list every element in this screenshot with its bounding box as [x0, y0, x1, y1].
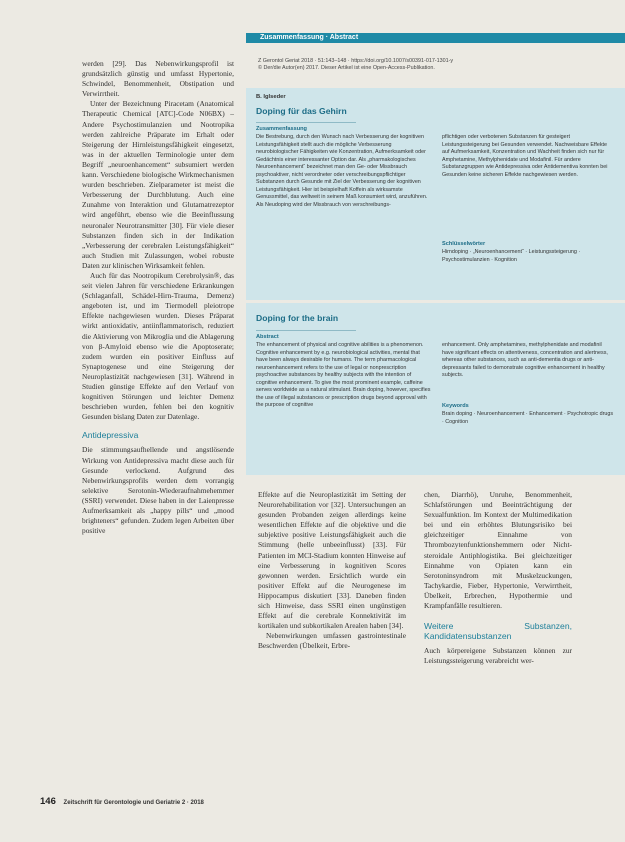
- journal-name: Zeitschrift für Gerontologie und Geriatrie 2 · 2018: [63, 800, 204, 806]
- english-keywords-label: Keywords: [442, 403, 469, 409]
- page-footer: [40, 796, 204, 807]
- left-paragraph-1: werden [29]. Das Nebenwirkungsprofil ist grundsätzlich günstig und umfasst Hypertonie, Schwindel, Benommenheit, Obstipation und Verwirrtheit.: [82, 59, 234, 99]
- middle-column: [258, 490, 406, 652]
- english-abstract-left: The enhancement of physical and cognitive abilities is a phenomenon. Cognitive enhancement by e.g. neurobiological activities, mental that have been always desirable for humans. The term pharmacological neuroenhancement refers to the use of legal or nonprescription psychoactive substances by healthy subjects with the intention of cognitive enhancement. To give the most prominent example, caffeine serves worldwide as a natural stimulant. Brain doping, however, specifies the use of illegal substances or prescription drugs beyond approval with the purpose of cognitive: [256, 342, 431, 408]
- author-name: B. Iglseder: [256, 94, 286, 100]
- german-abstract-box: [246, 88, 625, 300]
- section-heading-weitere: Weitere Substanzen, Kandidatensubstanzen: [424, 621, 572, 642]
- middle-paragraph-2: Nebenwirkungen umfassen gastrointestinale Beschwerden (Übelkeit, Erbre-: [258, 631, 406, 651]
- section-heading-antidepressiva: Antidepressiva: [82, 430, 139, 441]
- middle-paragraph: Effekte auf die Neuroplastizität im Setting der Neurorehabilitation vor [32]. Untersuchungen an gesunden Probanden zeigen allerdings keine wesentlichen Effekte auf die objektive und die subjektive positive Leistungsfähigkeit auch die Stimmung (helle unbeeinflusst) [33]. Für Patienten im MCI-Stadium konnten Hinweise auf eine Verbesserung in kognitiven Scores gewonnen werden. Ersichtlich wurde ein positiver Effekt auf die Neurogenese im Hippocampus diskutiert [33]. Daneben finden sich Hinweise, dass SSRI einen ungünstigen Effekt auf die cerebrale Konnektivität im kortikalen und subkortikalen Arealen haben [34].: [258, 490, 406, 631]
- german-abstract-label: Zusammenfassung: [256, 126, 307, 132]
- right-column: [424, 490, 572, 667]
- english-divider: [256, 330, 356, 331]
- german-title: Doping für das Gehirn: [256, 106, 347, 116]
- english-abstract-right: enhancement. Only amphetamines, methylphenidate and modafinil have significant effects on attentiveness, concentration and alertness, whereas other substances, such as anti-dementia drugs or anti-depressants failed to demonstrate cognitive enhancement in healthy subjects.: [442, 342, 608, 378]
- german-divider: [256, 122, 356, 123]
- right-section-paragraph: Auch körpereigene Substanzen können zur Leistungssteigerung verabreicht wer-: [424, 646, 572, 666]
- citation: Z Gerontol Geriat 2018 · 51:143–148 · https://doi.org/10.1007/s00391-017-1301-y © Der/die Autor(en) 2017. Dieser Artikel ist eine Open-Access-Publikation.: [258, 58, 454, 71]
- english-keywords: Brain doping · Neuroenhancement · Enhancement · Psychotropic drugs · Cognition: [442, 411, 614, 425]
- left-paragraph-3: Auch für das Nootropikum Cerebrolysin®, das seit vielen Jahren für verschiedene Erkrankungen (Schlaganfall, Schädel-Hirn-Trauma, Demenz) angeboten ist, und im Tiermodell pleiotrope Effekte nachgewiesen wurden. Dieses Präparat wirkt antioxidativ, antiinflammatorisch, reduziert die Aktivierung von Mikroglia und die Ablagerung von β-Amyloid ebenso wie die Apoptoserate; zudem wurden ein positiver Einfluss auf Synaptogenese und eine Steigerung der Neuroplastizität nachgewiesen [31]. Während in Studien günstige Effekte auf den Verlauf von kognitiven Störungen und leichter Demenz beschrieben wurden, fehlen bei den kognitiv Gesunden bislang Daten zur Datenlage.: [82, 270, 234, 422]
- german-abstract-left: Die Bestrebung, durch den Wunsch nach Verbesserung der kognitiven Leistungsfähigkeit stellt auch die mögliche Verbesserung neurobiologischer Fähigkeiten wie Konzentration, Aufmerksamkeit oder Gedächtnis einer interessanter Option dar. Als „pharmakologisches Neuroenhancement“ bezeichnet man den Ge- oder Missbrauch psychoaktiver, nicht verordneter oder verschreibungspflichtiger Substanzen durch Gesunde mit Ziel der Verbesserung der kognitiven Leistungsfähigkeit. Hier ist beispielhaft Koffein als wirksamste Genussmittel, das weltweit in seinem Maß konsumiert wird, anzuführen. Als Neudoping wird der Missbrauch von verschreibungs-: [256, 134, 428, 208]
- abstract-banner: Zusammenfassung · Abstract: [246, 33, 625, 43]
- left-section-paragraph: Die stimmungsaufhellende und angstlösende Wirkung von Antidepressiva macht diese auch für Gesunde verlockend. Aufgrund des Nebenwirkungsprofils werden dem vorrangig selektive Serotonin-Wiederaufnahmehemmer (SSRI) verwendet. Diese haben in der Laienpresse Aufmerksamkeit als „happy pills“ und „mood brighteners“ gefunden. Zudem legen Arbeiten über positive: [82, 445, 234, 536]
- english-abstract-label: Abstract: [256, 334, 279, 340]
- german-keywords-label: Schlüsselwörter: [442, 241, 486, 247]
- english-title: Doping for the brain: [256, 313, 339, 323]
- left-paragraph-2: Unter der Bezeichnung Piracetam (Anatomical Therapeutic Chemical [ATC]-Code N06BX) – Andere Psychostimulanzien und Nootropika werden zahlreiche Präparate im Erhalt oder Steigerung der Hirnleistungsfähigkeit eingesetzt, was in der aktuellen Terminologie unter dem Begriff „neuroenhancement“ subsumiert werden kann. Verschiedene biologische Wirkmechanismen wurden beschrieben. Zielparameter ist meist die Verbesserung der Durchblutung. Auch eine Zunahme von Interaktion und Glutamatrezeptor wird angeführt, ebenso wie die Beeinflussung neuronaler Neurotransmitter [30]. Für viele dieser Substanzen finden sich in der Indikation „Verbesserung der cerebralen Leistungsfähigkeit“ auch Studien mit Zulassungen, wobei robuste Daten zur klinischen Wirksamkeit fehlen.: [82, 99, 234, 270]
- left-column: [82, 59, 234, 536]
- right-paragraph: chen, Diarrhö), Unruhe, Benommenheit, Schlafstörungen und Beeinträchtigung der Sexualfunktion. Im Kontext der Multimedikation bei und ein erhöhtes Blutungsrisiko bei gleichzeitiger Einnahme von Thrombozytenfunktionshemmern oder Nicht-steroidale Antiphlogistika. Bei gleichzeitiger Einnahme von Opiaten kann ein Serotoninsyndrom mit Muskelzuckungen, Tachykardie, Fieber, Hypertonie, Verwirrtheit, Übelkeit, Erbrechen, Hypothermie und Krampfanfälle resultieren.: [424, 490, 572, 611]
- german-keywords: Hirndoping · „Neuroenhancement“ · Leistungssteigerung · Psychostimulanzien · Kognition: [442, 249, 581, 263]
- german-abstract-right: pflichtigen oder verbotenen Substanzen für gesteigert Leistungssteigerung bei Gesunden verwendet. Nachweisbare Effekte auf Aufmerksamkeit, Konzentration und Wachheit finden sich nur für Amphetamine, Methylphenidate und Modafinil. Für andere Substanzgruppen wie Antidepressiva oder Antidementiva konnten bei Gesunden keine sicheren Effekte nachgewiesen werden.: [442, 134, 608, 178]
- english-abstract-box: [246, 303, 625, 475]
- page-number: 146: [40, 796, 56, 807]
